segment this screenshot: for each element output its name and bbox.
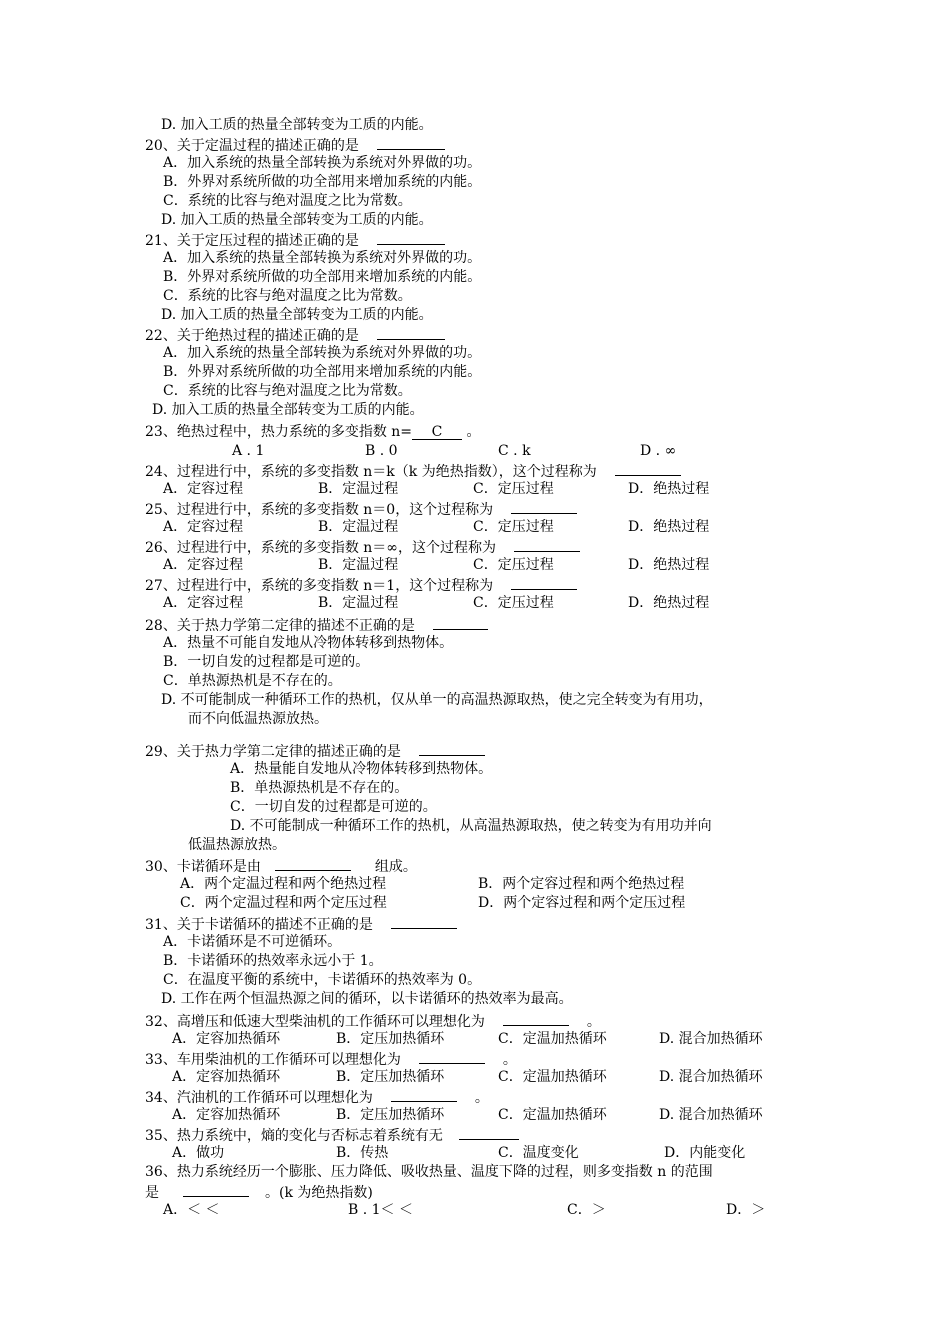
line-text: C．系统的比容与绝对温度之比为常数。 (163, 383, 412, 399)
cycle-option: B．定压加热循环 (336, 1031, 445, 1047)
question-line (163, 287, 412, 306)
line-text: C．系统的比容与绝对温度之比为常数。 (163, 193, 412, 209)
option-q31: D. 工作在两个恒温热源之间的循环，以卡诺循环的热效率为最高。 (161, 991, 573, 1007)
cycle-question (145, 1011, 601, 1030)
answer-blank (419, 741, 485, 756)
question-stem: 28、关于热力学第二定律的描述不正确的是 (145, 618, 415, 634)
process-option: C．定压过程 (473, 557, 554, 573)
question-line (163, 268, 481, 287)
option-q36: A．＜ ＜ (163, 1202, 220, 1218)
question-line (163, 173, 481, 192)
line-text: B．外界对系统所做的功全部用来增加系统的内能。 (163, 174, 482, 190)
question-line (152, 401, 424, 420)
answer-blank (377, 230, 445, 245)
option-q28: B．一切自发的过程都是可逆的。 (163, 654, 370, 670)
cycle-option: B．定压加热循环 (336, 1069, 445, 1085)
process-option: D．绝热过程 (628, 557, 710, 573)
option-q35: A．做功 (172, 1145, 225, 1161)
cycle-option: C．定温加热循环 (498, 1069, 607, 1085)
process-option: B．定温过程 (318, 557, 399, 573)
option-q30: C．两个定温过程和两个定压过程 (180, 895, 387, 911)
process-option: B．定温过程 (318, 519, 399, 535)
option-q30: B．两个定容过程和两个绝热过程 (478, 876, 685, 892)
cycle-option: D. 混合加热循环 (659, 1031, 763, 1047)
question-stem: 27、过程进行中，系统的多变指数 n＝1，这个过程称为 (145, 578, 494, 594)
question-36 (145, 1163, 713, 1182)
process-option: D．绝热过程 (628, 481, 710, 497)
process-question (145, 499, 577, 518)
question-line (145, 135, 445, 154)
question-line (145, 230, 445, 249)
question-line (161, 116, 433, 135)
question-stem: 33、车用柴油机的工作循环可以理想化为 (145, 1052, 401, 1068)
option-q28: C．单热源热机是不存在的。 (163, 673, 342, 689)
question-28 (145, 615, 488, 634)
question-tail: 。 (502, 1052, 517, 1068)
question-23 (145, 423, 480, 442)
answer-blank: C (412, 425, 462, 440)
question-line (161, 211, 433, 230)
option-q35: C．温度变化 (498, 1145, 579, 1161)
cycle-option: C．定温加热循环 (498, 1107, 607, 1123)
option-q31: B．卡诺循环的热效率永远小于 1。 (163, 953, 383, 969)
answer-blank (419, 1049, 485, 1064)
process-question (145, 575, 577, 594)
question-36-line2 (145, 1182, 373, 1201)
answer-blank (503, 1011, 569, 1026)
option-q35: D．内能变化 (664, 1145, 746, 1161)
option-q29: C．一切自发的过程都是可逆的。 (230, 799, 437, 815)
question-29 (145, 741, 485, 760)
option-q31: A．卡诺循环是不可逆循环。 (163, 934, 342, 950)
line-text: D. 加入工质的热量全部转变为工质的内能。 (161, 117, 433, 133)
cycle-option: C．定温加热循环 (498, 1031, 607, 1047)
process-option: C．定压过程 (473, 519, 554, 535)
question-line (163, 363, 481, 382)
answer-blank (377, 325, 445, 340)
answer-blank (615, 461, 681, 476)
question-line (163, 249, 481, 268)
option-q23: D . ∞ (640, 443, 677, 459)
option-q29: B．单热源热机是不存在的。 (230, 780, 409, 796)
question-line (163, 344, 481, 363)
question-stem: 是 (145, 1185, 159, 1201)
option-continuation: 而不向低温热源放热。 (188, 711, 328, 727)
question-stem: 24、过程进行中，系统的多变指数 n＝k（k 为绝热指数），这个过程称为 (145, 464, 597, 480)
answer-blank (275, 856, 351, 871)
question-31 (145, 914, 457, 933)
process-option: A．定容过程 (163, 595, 244, 611)
option-q35: B．传热 (336, 1145, 389, 1161)
line-text: 21、关于定压过程的描述正确的是 (145, 233, 359, 249)
option-q23: B . 0 (365, 443, 398, 459)
question-stem: 30、卡诺循环是由 (145, 859, 261, 875)
cycle-question (145, 1087, 489, 1106)
process-option: D．绝热过程 (628, 519, 710, 535)
line-text: C．系统的比容与绝对温度之比为常数。 (163, 288, 412, 304)
option-q23: A . 1 (232, 443, 265, 459)
process-option: C．定压过程 (473, 595, 554, 611)
answer-blank (377, 135, 445, 150)
option-q23: C . k (498, 443, 531, 459)
answer-blank (511, 499, 577, 514)
question-tail: 。 (462, 424, 481, 440)
process-option: B．定温过程 (318, 481, 399, 497)
line-text: B．外界对系统所做的功全部用来增加系统的内能。 (163, 269, 482, 285)
line-text: D. 加入工质的热量全部转变为工质的内能。 (161, 212, 433, 228)
cycle-option: A．定容加热循环 (172, 1069, 281, 1085)
question-stem: 34、汽油机的工作循环可以理想化为 (145, 1090, 373, 1106)
answer-blank (183, 1182, 249, 1197)
answer-blank (511, 575, 577, 590)
question-stem: 36、热力系统经历一个膨胀、压力降低、吸收热量、温度下降的过程，则多变指数 n 的范围 (145, 1164, 713, 1180)
answer-blank (514, 537, 580, 552)
question-stem: 23、绝热过程中，热力系统的多变指数 n= (145, 424, 413, 440)
question-30 (145, 856, 417, 875)
option-q29: A．热量能自发地从冷物体转移到热物体。 (230, 761, 493, 777)
cycle-option: D. 混合加热循环 (659, 1107, 763, 1123)
option-q30: D．两个定容过程和两个定压过程 (478, 895, 686, 911)
line-text: D. 加入工质的热量全部转变为工质的内能。 (152, 402, 424, 418)
option-q28: D. 不可能制成一种循环工作的热机，仅从单一的高温热源取热，使之完全转变为有用功， (161, 692, 713, 708)
line-text: 22、关于绝热过程的描述正确的是 (145, 328, 359, 344)
question-line (163, 382, 412, 401)
option-q30: A．两个定温过程和两个绝热过程 (180, 876, 387, 892)
question-line (161, 306, 433, 325)
question-line (145, 325, 445, 344)
option-q36: D．＞ (726, 1202, 766, 1218)
option-q28: A．热量不可能自发地从冷物体转移到热物体。 (163, 635, 454, 651)
option-q29: D. 不可能制成一种循环工作的热机，从高温热源取热，使之转变为有用功并向 (230, 818, 712, 834)
process-option: B．定温过程 (318, 595, 399, 611)
answer-blank (391, 914, 457, 929)
process-option: A．定容过程 (163, 481, 244, 497)
question-stem: 32、高增压和低速大型柴油机的工作循环可以理想化为 (145, 1014, 485, 1030)
process-option: A．定容过程 (163, 519, 244, 535)
cycle-option: A．定容加热循环 (172, 1031, 281, 1047)
question-stem: 29、关于热力学第二定律的描述正确的是 (145, 744, 401, 760)
question-line (163, 192, 412, 211)
cycle-question (145, 1049, 517, 1068)
answer-blank (391, 1087, 457, 1102)
process-question (145, 461, 681, 480)
question-35 (145, 1125, 519, 1144)
line-text: D. 加入工质的热量全部转变为工质的内能。 (161, 307, 433, 323)
cycle-option: B．定压加热循环 (336, 1107, 445, 1123)
option-q31: C．在温度平衡的系统中，卡诺循环的热效率为 0。 (163, 972, 482, 988)
question-tail: 。(k 为绝热指数) (265, 1185, 373, 1201)
option-q36: C．＞ (567, 1202, 606, 1218)
question-stem: 31、关于卡诺循环的描述不正确的是 (145, 917, 373, 933)
question-tail: 。 (474, 1090, 489, 1106)
answer-blank (433, 615, 488, 630)
question-tail: 组成。 (374, 859, 417, 875)
question-stem: 35、热力系统中，熵的变化与否标志着系统有无 (145, 1128, 443, 1144)
option-q36: B . 1＜ ＜ (348, 1202, 413, 1218)
question-line (163, 154, 481, 173)
process-option: D．绝热过程 (628, 595, 710, 611)
line-text: 20、关于定温过程的描述正确的是 (145, 138, 359, 154)
answer-blank (459, 1125, 519, 1140)
question-stem: 26、过程进行中，系统的多变指数 n＝∞，这个过程称为 (145, 540, 496, 556)
cycle-option: D. 混合加热循环 (659, 1069, 763, 1085)
line-text: A．加入系统的热量全部转换为系统对外界做的功。 (163, 155, 482, 171)
process-question (145, 537, 580, 556)
line-text: B．外界对系统所做的功全部用来增加系统的内能。 (163, 364, 482, 380)
option-continuation: 低温热源放热。 (188, 837, 286, 853)
cycle-option: A．定容加热循环 (172, 1107, 281, 1123)
question-tail: 。 (586, 1014, 601, 1030)
process-option: C．定压过程 (473, 481, 554, 497)
question-stem: 25、过程进行中，系统的多变指数 n＝0，这个过程称为 (145, 502, 494, 518)
line-text: A．加入系统的热量全部转换为系统对外界做的功。 (163, 345, 482, 361)
process-option: A．定容过程 (163, 557, 244, 573)
line-text: A．加入系统的热量全部转换为系统对外界做的功。 (163, 250, 482, 266)
